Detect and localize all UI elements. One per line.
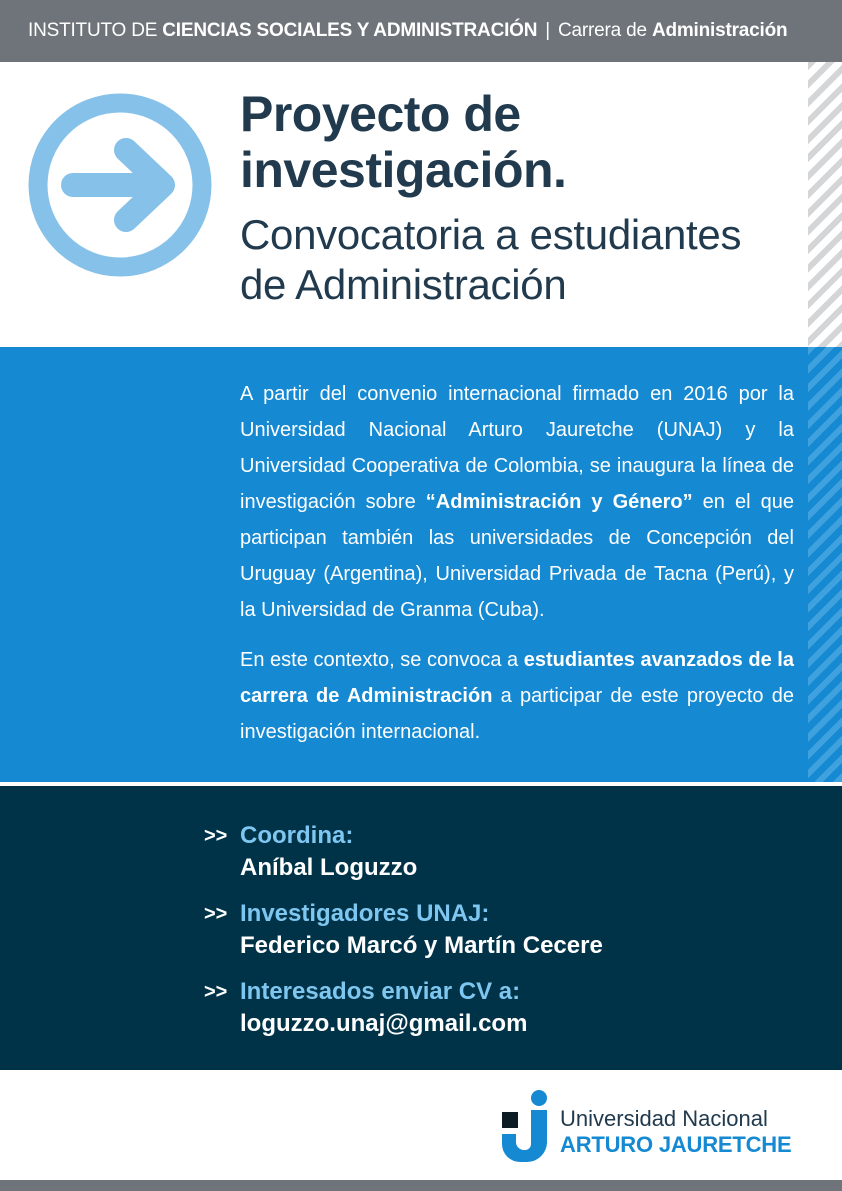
paragraph-1-text-a: A partir del convenio internacional firmado en 2016 por la Universidad Nacional Arturo Jauretche (UNAJ) y la Universidad Cooperativa de Colombia, se inaugura la línea de investigación sobre — [240, 383, 794, 513]
description-text — [240, 376, 794, 750]
contact-value: Aníbal Loguzzo — [240, 854, 418, 881]
paragraph-2-text-a: En este contexto, se convoca a — [240, 649, 524, 671]
arrow-right-circle-icon — [27, 92, 213, 278]
chevron-double-right-icon: >> — [204, 981, 228, 1003]
paragraph-1-text-b: en el que participan también las universidades de Concepción del Uruguay (Argentina), Universidad Privada de Tacna (Perú), y la Universidad de Granma (Cuba). — [240, 491, 794, 621]
contact-label: Investigadores UNAJ: — [240, 900, 490, 927]
subtitle-line-1: Convocatoria a estudiantes — [240, 211, 742, 258]
subtitle-line-2: de Administración — [240, 261, 567, 308]
contact-coordinator — [204, 820, 800, 884]
contact-email-value: loguzzo.unaj@gmail.com — [240, 1010, 528, 1037]
footer-bar — [0, 1180, 842, 1191]
contact-value: Federico Marcó y Martín Cecere — [240, 932, 603, 959]
institute-name: CIENCIAS SOCIALES Y ADMINISTRACIÓN — [162, 20, 538, 41]
title-line-1: Proyecto de — [240, 86, 521, 142]
paragraph-2-highlight: estudiantes avanzados de la carrera de Administración — [240, 649, 794, 707]
header-separator: | — [545, 20, 551, 41]
contact-email — [204, 976, 800, 1040]
contact-researchers — [204, 898, 800, 962]
contact-label: Coordina: — [240, 822, 354, 849]
contact-label: Interesados enviar CV a: — [240, 978, 521, 1005]
paragraph-2 — [240, 642, 794, 750]
university-name-line-1: Universidad Nacional — [560, 1106, 768, 1131]
decorative-stripes-middle — [808, 347, 842, 782]
paragraph-1 — [240, 376, 794, 628]
career-prefix: Carrera de — [558, 20, 652, 41]
decorative-stripes-top — [808, 62, 842, 347]
career-name: Administración — [651, 20, 788, 41]
page-title — [240, 86, 810, 198]
unaj-logo-icon — [502, 1090, 552, 1162]
title-line-2: investigación. — [240, 142, 567, 198]
page-subtitle — [240, 210, 810, 310]
paragraph-1-highlight: “Administración y Género” — [425, 491, 693, 513]
chevron-double-right-icon: >> — [204, 903, 228, 925]
paragraph-2-text-b: a participar de este proyecto de investigación internacional. — [240, 685, 794, 743]
chevron-double-right-icon: >> — [204, 825, 228, 847]
institute-prefix: INSTITUTO DE — [28, 20, 163, 41]
university-name-line-2: ARTURO JAURETCHE — [560, 1132, 792, 1157]
header-bar — [0, 0, 842, 62]
